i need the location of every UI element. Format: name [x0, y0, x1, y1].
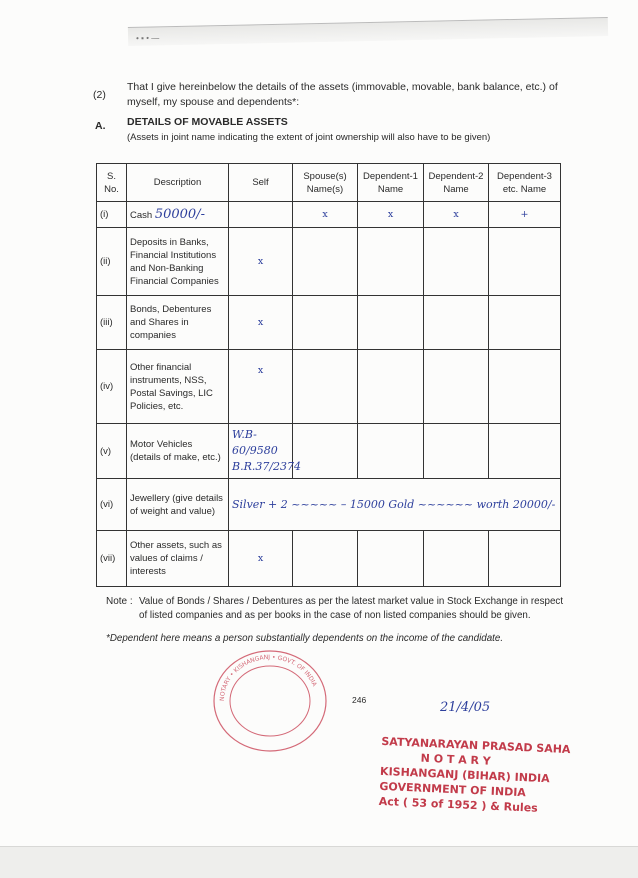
notary-act: Act ( 53 of 1952 ) & Rules — [378, 794, 539, 815]
dependent-1-cell — [358, 350, 424, 424]
row-description: Bonds, Debentures and Shares in companies — [127, 296, 229, 350]
spouse-cell — [293, 296, 358, 350]
dependent-footnote: *Dependent here means a person substantially dependents on the income of the candidate. — [106, 633, 504, 644]
row-description: Deposits in Banks, Financial Institutions and Non-Banking Financial Companies — [127, 228, 229, 296]
table-row — [97, 424, 561, 479]
page-number: 246 — [352, 695, 367, 705]
note-label: Note : — [106, 596, 133, 607]
spouse-cell — [293, 228, 358, 296]
row-description — [127, 202, 229, 228]
self-cell — [229, 202, 293, 228]
section-number: (2) — [93, 89, 106, 101]
notary-place: KISHANGANJ (BIHAR) INDIA — [379, 764, 550, 786]
table-row — [97, 296, 561, 350]
dependent-1-cell — [358, 228, 424, 296]
col-header-description: Description — [127, 164, 229, 202]
section-title: DETAILS OF MOVABLE ASSETS — [127, 116, 288, 128]
row-description-text: Cash — [130, 209, 153, 221]
dependent-3-cell — [489, 531, 561, 587]
spouse-cell — [293, 531, 358, 587]
dependent-1-cell — [358, 424, 424, 479]
note-line-2: of listed companies and as per books in the case of non listed companies should be given. — [139, 610, 531, 621]
self-cell-jewellery: Silver + 2 ~~~~~ – 15000 Gold ~~~~~~ worth 20000/- — [229, 479, 561, 531]
row-description: Other financial instruments, NSS, Postal Savings, LIC Policies, etc. — [127, 350, 229, 424]
self-cell: x — [229, 296, 293, 350]
signature: 21/4/05 — [440, 700, 491, 715]
section-subtitle: (Assets in joint name indicating the extent of joint ownership will also have to be given) — [127, 132, 491, 143]
row-number: (iv) — [97, 350, 127, 424]
cash-amount-handwritten: 50000/- — [154, 206, 205, 222]
notary-stamp — [378, 734, 570, 817]
dependent-3-cell — [489, 424, 561, 479]
table-header-row — [97, 164, 561, 202]
table-row — [97, 531, 561, 587]
intro-line-1: That I give hereinbelow the details of the assets (immovable, movable, bank balance, etc.) of — [127, 81, 558, 93]
dependent-3-cell — [489, 296, 561, 350]
self-cell: x — [229, 531, 293, 587]
row-number: (vi) — [97, 479, 127, 531]
top-scan-strip — [128, 17, 608, 46]
table-row — [97, 202, 561, 228]
table-row — [97, 479, 561, 531]
col-header-dependent-1: Dependent-1 Name — [358, 164, 424, 202]
row-number: (v) — [97, 424, 127, 479]
dependent-1-cell: x — [358, 202, 424, 228]
dependent-3-cell — [489, 228, 561, 296]
dependent-1-cell — [358, 531, 424, 587]
self-cell: x — [229, 350, 293, 424]
row-description: Jewellery (give details of weight and value) — [127, 479, 229, 531]
bottom-scan-strip — [0, 846, 638, 878]
row-description: Other assets, such as values of claims / interests — [127, 531, 229, 587]
col-header-dependent-2: Dependent-2 Name — [424, 164, 489, 202]
col-header-spouse: Spouse(s) Name(s) — [293, 164, 358, 202]
dependent-2-cell: x — [424, 202, 489, 228]
spouse-cell — [293, 350, 358, 424]
dependent-1-cell — [358, 296, 424, 350]
dependent-2-cell — [424, 228, 489, 296]
row-number: (ii) — [97, 228, 127, 296]
header-fragment: • ▪ • — — [135, 33, 160, 43]
col-header-sno: S. No. — [97, 164, 127, 202]
notary-govt: GOVERNMENT OF INDIA — [379, 779, 527, 800]
row-number: (i) — [97, 202, 127, 228]
table-row — [97, 228, 561, 296]
section-letter: A. — [95, 120, 106, 132]
self-cell-vehicles: W.B-60/9580 B.R.37/2374 — [229, 424, 293, 479]
row-description: Motor Vehicles (details of make, etc.) — [127, 424, 229, 479]
seal-text: NOTARY • KISHANGANJ • GOVT. OF INDIA — [218, 653, 318, 702]
dependent-2-cell — [424, 350, 489, 424]
spouse-cell: x — [293, 202, 358, 228]
row-number: (vii) — [97, 531, 127, 587]
dependent-3-cell: + — [489, 202, 561, 228]
dependent-2-cell — [424, 424, 489, 479]
notary-name: SATYANARAYAN PRASAD SAHA — [381, 734, 571, 757]
note-line-1: Value of Bonds / Shares / Debentures as per the latest market value in Stock Exchange in respect — [139, 596, 564, 607]
table-row — [97, 350, 561, 424]
row-number: (iii) — [97, 296, 127, 350]
dependent-2-cell — [424, 296, 489, 350]
round-seal — [210, 646, 330, 756]
col-header-self: Self — [229, 164, 293, 202]
spouse-cell — [293, 424, 358, 479]
self-cell: x — [229, 228, 293, 296]
col-header-dependent-3: Dependent-3 etc. Name — [489, 164, 561, 202]
movable-assets-table — [96, 163, 561, 587]
dependent-3-cell — [489, 350, 561, 424]
notary-title: N O T A R Y — [420, 751, 492, 768]
intro-line-2: myself, my spouse and dependents*: — [127, 96, 300, 108]
dependent-2-cell — [424, 531, 489, 587]
